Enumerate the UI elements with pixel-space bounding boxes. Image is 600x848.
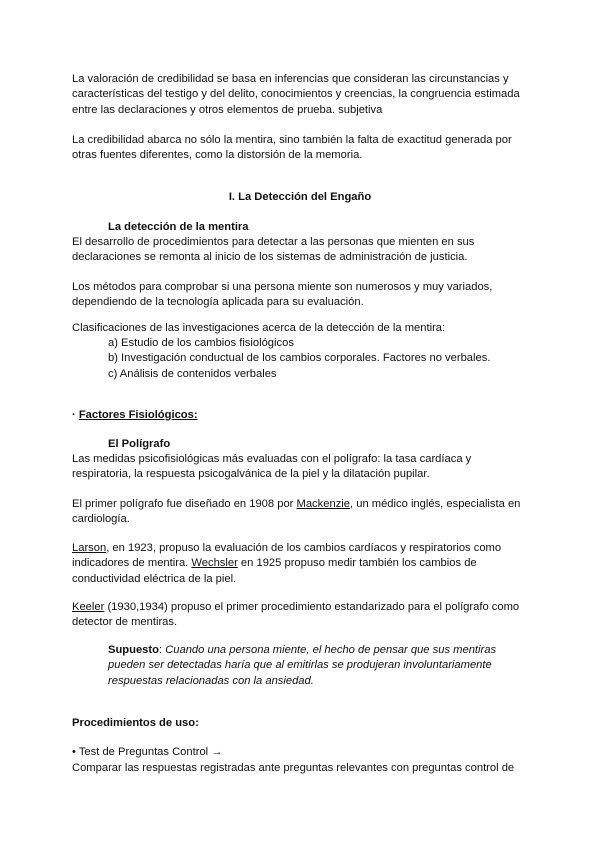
clasificaciones-intro: Clasificaciones de las investigaciones acerca de la detección de la mentira:: [72, 322, 446, 334]
poligrafo-paragraph-3: [72, 541, 532, 587]
supuesto-colon: :: [158, 644, 166, 656]
deteccion-heading: La detección de la mentira: [108, 221, 249, 233]
factores-heading: [72, 408, 532, 423]
poligrafo-paragraph-4: [72, 600, 532, 631]
supuesto-text: Cuando una persona miente, el hecho de pensar que sus mentiras pueden ser detectadas haría que al emitirlas se produjeran involuntariamente respuestas relacionadas con la ansiedad.: [108, 644, 497, 687]
keeler-link[interactable]: Keeler: [72, 601, 105, 613]
clasificaciones-list: [72, 336, 532, 382]
larson-link[interactable]: Larson: [72, 542, 107, 554]
p3-text-mid: , en 1923, propuso la evaluación de los cambios cardíacos y respiratorios como indicadores de mentira.: [72, 542, 502, 570]
procedimientos-text: Comparar las respuestas registradas ante preguntas relevantes con preguntas control de: [72, 762, 515, 774]
list-item: c) Análisis de contenidos verbales: [108, 367, 277, 380]
list-item: b) Investigación conductual de los cambios corporales. Factores no verbales.: [108, 352, 491, 365]
procedimientos-item-1: • Test de Preguntas Control →: [72, 746, 223, 758]
factores-title: Factores Fisiológicos:: [78, 409, 198, 421]
wechsler-link[interactable]: Wechsler: [191, 557, 238, 570]
deteccion-paragraph-2: Los métodos para comprobar si una persona miente son numerosos y muy variados, dependiendo de la tecnología aplicada para su evaluación.: [72, 281, 493, 309]
intro-paragraph-2: La credibilidad abarca no sólo la mentira, sino también la falta de exactitud generada por otras fuentes diferentes, como la distorsión de la memoria.: [72, 134, 512, 162]
poligrafo-heading: El Polígrafo: [108, 438, 171, 450]
supuesto-label: Supuesto: [108, 644, 159, 656]
p4-text-end: (1930,1934) propuso el primer procedimiento estandarizado para el polígrafo como detector de mentiras.: [72, 601, 520, 629]
section-title: I. La Detección del Engaño: [228, 191, 372, 203]
p3-text-end: en 1925 propuso medir también los cambios de conductividad eléctrica de la piel.: [72, 557, 477, 585]
poligrafo-paragraph-2: [72, 497, 532, 528]
p2-text-start: El primer polígrafo fue diseñado en 1908 por: [72, 498, 297, 510]
list-item: a) Estudio de los cambios fisiológicos: [108, 337, 294, 349]
supuesto-paragraph: [108, 643, 508, 689]
poligrafo-paragraph-1: Las medidas psicofisiológicas más evaluadas con el polígrafo: la tasa cardíaca y respiratoria, la respuesta psicogalvánica de la piel y la dilatación pupilar.: [72, 453, 472, 481]
deteccion-paragraph-1: El desarrollo de procedimientos para detectar a las personas que mienten en sus declaraciones se remonta al inicio de los sistemas de administración de justicia.: [72, 236, 475, 264]
p2-text-end: , un médico inglés, especialista en cardiología.: [72, 498, 521, 526]
procedimientos-heading: Procedimientos de uso:: [72, 717, 199, 729]
bullet-icon: ·: [72, 409, 76, 421]
mackenzie-link[interactable]: Mackenzie: [296, 498, 350, 510]
intro-paragraph-1: La valoración de credibilidad se basa en inferencias que consideran las circunstancias y características del testigo y del delito, conocimientos y creencias, la congruencia estimada entre las declaraciones y otros elementos de prueba. subjetiva: [72, 73, 520, 116]
